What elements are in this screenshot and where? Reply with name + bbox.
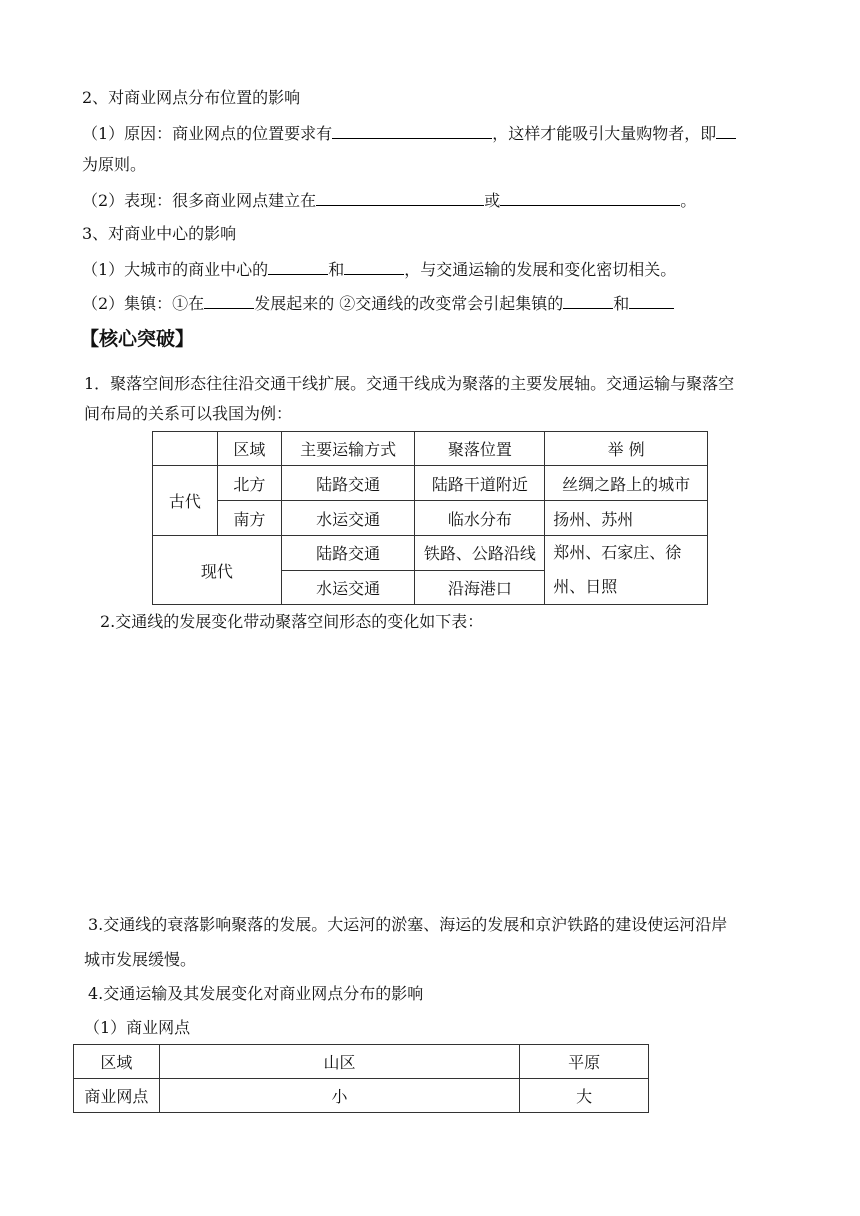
transport-cell: 水运交通 <box>281 501 415 536</box>
table1-header-cell <box>153 432 218 466</box>
location-cell: 沿海港口 <box>415 570 545 605</box>
section2-manifestation-prefix: （2）表现：很多商业网点建立在 <box>82 191 317 210</box>
core-item2: 2.交通线的发展变化带动聚落空间形态的变化如下表： <box>100 612 484 631</box>
fill-blank[interactable] <box>563 292 613 309</box>
region-north-cell: 北方 <box>217 466 281 501</box>
section2-reason-cont: 为原则。 <box>82 155 147 174</box>
location-cell: 陆路干道附近 <box>415 466 545 501</box>
plain-value-cell: 大 <box>520 1079 649 1113</box>
fill-blank[interactable] <box>629 292 674 309</box>
core-item3-line2: 城市发展缓慢。 <box>84 950 197 969</box>
mountain-value-cell: 小 <box>159 1079 519 1113</box>
section3-bigcity-and: 和 <box>328 260 345 279</box>
table1-header-cell: 区域 <box>217 432 281 466</box>
era-ancient-cell: 古代 <box>153 466 218 536</box>
example-line: 郑州、石家庄、徐 <box>553 543 682 562</box>
table-row <box>153 536 708 571</box>
settlement-transport-table <box>152 431 708 605</box>
core-item3-line1: 3.交通线的衰落影响聚落的发展。大运河的淤塞、海运的发展和京沪铁路的建设使运河沿岸 <box>88 915 728 934</box>
section3-town-and: 和 <box>613 294 630 313</box>
section2-manifestation-end: 。 <box>680 191 697 210</box>
fill-blank[interactable] <box>344 258 404 275</box>
section2-manifestation-middle: 或 <box>484 191 501 210</box>
table-row <box>74 1079 649 1113</box>
section3-bigcity-prefix: （1）大城市的商业中心的 <box>82 260 269 279</box>
fill-blank[interactable] <box>500 189 680 206</box>
section3-town-line <box>82 292 674 314</box>
example-cell <box>545 536 708 605</box>
commercial-network-table <box>73 1044 649 1113</box>
section3-bigcity-line <box>82 258 676 280</box>
transport-cell: 陆路交通 <box>281 536 415 571</box>
section3-title: 3、对商业中心的影响 <box>82 224 237 243</box>
section2-reason-prefix: （1）原因：商业网点的位置要求有 <box>82 124 333 143</box>
core-item4: 4.交通运输及其发展变化对商业网点分布的影响 <box>88 984 424 1003</box>
table2-header-cell: 山区 <box>159 1045 519 1079</box>
example-cell: 扬州、苏州 <box>545 501 708 536</box>
section2-title: 2、对商业网点分布位置的影响 <box>82 88 301 107</box>
table2-header-row <box>74 1045 649 1079</box>
transport-cell: 陆路交通 <box>281 466 415 501</box>
fill-blank[interactable] <box>332 122 492 139</box>
core-heading: 【核心突破】 <box>80 328 195 350</box>
core-item1-line1: 1．聚落空间形态往往沿交通干线扩展。交通干线成为聚落的主要发展轴。交通运输与聚落空 <box>84 374 735 393</box>
table-row <box>153 501 708 536</box>
transport-cell: 水运交通 <box>281 570 415 605</box>
section3-bigcity-end: ，与交通运输的发展和变化密切相关。 <box>404 260 677 279</box>
location-cell: 临水分布 <box>415 501 545 536</box>
example-line: 州、日照 <box>553 577 618 596</box>
section2-reason-middle: ，这样才能吸引大量购物者，即 <box>492 124 717 143</box>
fill-blank[interactable] <box>268 258 328 275</box>
table-row <box>153 466 708 501</box>
example-cell: 丝绸之路上的城市 <box>545 466 708 501</box>
core-item4-sub1: （1）商业网点 <box>84 1018 191 1037</box>
table2-header-cell: 平原 <box>520 1045 649 1079</box>
table1-header-cell: 举 例 <box>545 432 708 466</box>
fill-blank[interactable] <box>204 292 254 309</box>
row-label-cell: 商业网点 <box>74 1079 160 1113</box>
fill-blank[interactable] <box>316 189 484 206</box>
section3-town-prefix: （2）集镇：①在 <box>82 294 205 313</box>
era-modern-cell: 现代 <box>153 536 282 605</box>
location-cell: 铁路、公路沿线 <box>415 536 545 571</box>
section2-manifestation-line <box>82 189 696 211</box>
table1-header-row <box>153 432 708 466</box>
section2-reason-line <box>82 122 736 144</box>
section3-town-middle: 发展起来的 ②交通线的改变常会引起集镇的 <box>254 294 564 313</box>
table1-header-cell: 主要运输方式 <box>281 432 415 466</box>
region-south-cell: 南方 <box>217 501 281 536</box>
core-item1-line2: 间布局的关系可以我国为例： <box>84 404 293 423</box>
table2-header-cell: 区域 <box>74 1045 160 1079</box>
fill-blank[interactable] <box>716 122 736 139</box>
table1-header-cell: 聚落位置 <box>415 432 545 466</box>
